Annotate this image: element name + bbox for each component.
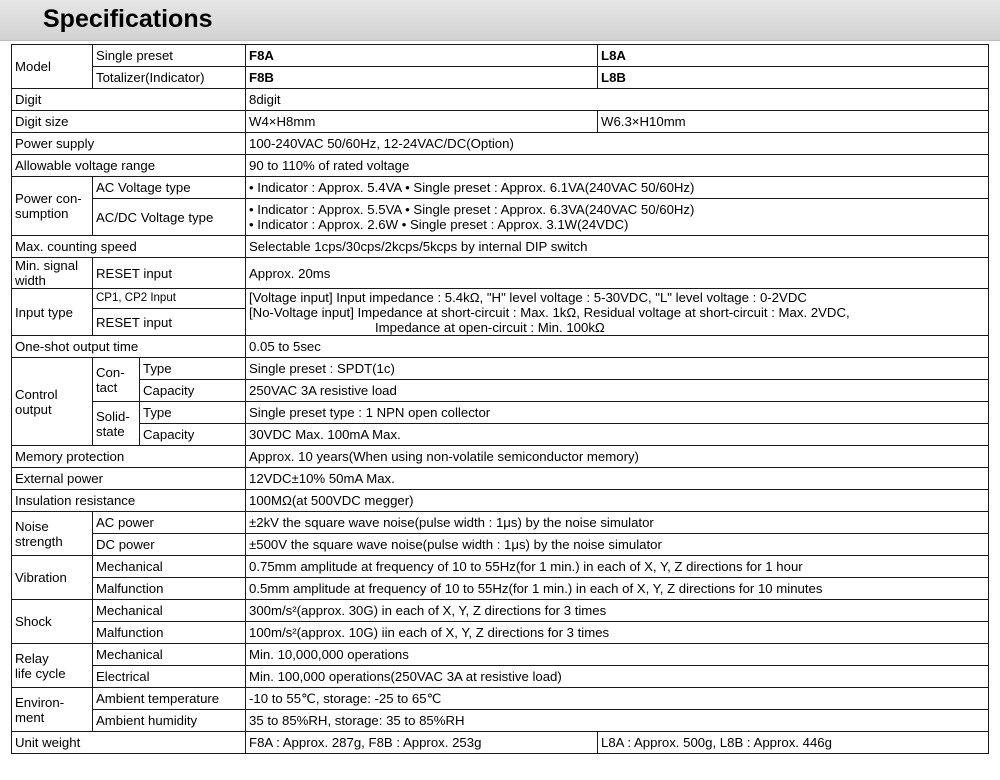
row-label-power-consumption: [12, 177, 93, 236]
sub-label-cp-input: CP1, CP2 Input: [93, 289, 246, 309]
shock-mechanical-value: 300m/s²(approx. 30G) in each of X, Y, Z directions for 3 times: [246, 600, 989, 622]
table-row: [12, 534, 989, 556]
sub-label-single-preset: Single preset: [93, 45, 246, 67]
row-label-vibration: Vibration: [12, 556, 93, 600]
power-consumption-label-line1: Power con-: [15, 191, 82, 206]
row-label-noise-strength: [12, 512, 93, 556]
sub-label-relay-mechanical: Mechanical: [93, 644, 246, 666]
table-row: [12, 199, 989, 236]
contact-type-label: Type: [140, 358, 246, 380]
shock-malfunction-value: 100m/s²(approx. 10G) iin each of X, Y, Z directions for 3 times: [246, 622, 989, 644]
row-label-environment: [12, 688, 93, 732]
power-supply-value: 100-240VAC 50/60Hz, 12-24VAC/DC(Option): [246, 133, 989, 155]
noise-ac-value: ±2kV the square wave noise(pulse width : 1μs) by the noise simulator: [246, 512, 989, 534]
table-row: [12, 380, 989, 402]
contact-capacity-value: 250VAC 3A resistive load: [246, 380, 989, 402]
table-row: [12, 289, 989, 309]
sub-label-vibration-malfunction: Malfunction: [93, 578, 246, 600]
sub-label-totalizer: Totalizer(Indicator): [93, 67, 246, 89]
noise-dc-value: ±500V the square wave noise(pulse width : 1μs) by the noise simulator: [246, 534, 989, 556]
table-row: [12, 556, 989, 578]
memory-protection-value: Approx. 10 years(When using non-volatile semiconductor memory): [246, 446, 989, 468]
table-row: [12, 236, 989, 258]
table-row: [12, 732, 989, 754]
unit-weight-l: L8A : Approx. 500g, L8B : Approx. 446g: [598, 732, 989, 754]
relay-mechanical-value: Min. 10,000,000 operations: [246, 644, 989, 666]
table-row: [12, 133, 989, 155]
row-label-relay-life: [12, 644, 93, 688]
solid-label-line1: Solid-: [96, 408, 130, 424]
row-label-allowable-voltage: Allowable voltage range: [12, 155, 246, 177]
digit-size-l: W6.3×H10mm: [598, 111, 989, 133]
acdc-line2: • Indicator : Approx. 2.6W • Single preset : Approx. 3.1W(24VDC): [249, 217, 629, 232]
relay-label-line1: Relay: [15, 650, 49, 666]
noise-label-line1: Noise: [15, 518, 49, 534]
one-shot-value: 0.05 to 5sec: [246, 336, 989, 358]
relay-label-line2: life cycle: [15, 665, 66, 681]
row-label-shock: Shock: [12, 600, 93, 644]
unit-weight-f: F8A : Approx. 287g, F8B : Approx. 253g: [246, 732, 598, 754]
min-signal-label-line1: Min. signal: [15, 258, 79, 273]
row-label-unit-weight: Unit weight: [12, 732, 246, 754]
row-label-one-shot: One-shot output time: [12, 336, 246, 358]
row-label-external-power: External power: [12, 468, 246, 490]
table-row: [12, 578, 989, 600]
row-label-digit: Digit: [12, 89, 246, 111]
row-label-insulation: Insulation resistance: [12, 490, 246, 512]
environment-label-line2: ment: [15, 709, 45, 725]
control-output-label-line1: Control: [15, 386, 58, 402]
sub-label-dc-power: DC power: [93, 534, 246, 556]
power-consumption-ac-value: • Indicator : Approx. 5.4VA • Single preset : Approx. 6.1VA(240VAC 50/60Hz): [246, 177, 989, 199]
sub-label-ac-power: AC power: [93, 512, 246, 534]
sub-label-reset-input-2: RESET input: [93, 309, 246, 336]
table-row: [12, 45, 989, 67]
sub-label-solid-state: [93, 402, 140, 446]
ambient-temperature-value: -10 to 55℃, storage: -25 to 65℃: [246, 688, 989, 710]
environment-label-line1: Environ-: [15, 694, 65, 710]
contact-capacity-label: Capacity: [140, 380, 246, 402]
table-row: [12, 446, 989, 468]
input-type-line3: [249, 320, 985, 335]
row-label-max-counting-speed: Max. counting speed: [12, 236, 246, 258]
relay-electrical-value: Min. 100,000 operations(250VAC 3A at resistive load): [246, 666, 989, 688]
digit-value: 8digit: [246, 89, 989, 111]
solid-type-label: Type: [140, 402, 246, 424]
model-l-totalizer: L8B: [598, 67, 989, 89]
table-row: [12, 710, 989, 732]
control-output-label-line2: output: [15, 401, 52, 417]
page-title: Specifications: [43, 5, 213, 33]
power-consumption-acdc-value: [246, 199, 989, 236]
contact-label-line2: tact: [96, 379, 118, 395]
model-l-single: L8A: [598, 45, 989, 67]
min-signal-width-value: Approx. 20ms: [246, 258, 989, 289]
sub-label-relay-electrical: Electrical: [93, 666, 246, 688]
row-label-digit-size: Digit size: [12, 111, 246, 133]
table-row: [12, 89, 989, 111]
min-signal-label-line2: width: [15, 273, 46, 288]
vibration-malfunction-value: 0.5mm amplitude at frequency of 10 to 55Hz(for 1 min.) in each of X, Y, Z directions for 10 minutes: [246, 578, 989, 600]
table-row: [12, 358, 989, 380]
ambient-humidity-value: 35 to 85%RH, storage: 35 to 85%RH: [246, 710, 989, 732]
sub-label-vibration-mechanical: Mechanical: [93, 556, 246, 578]
table-row: [12, 67, 989, 89]
contact-type-value: Single preset : SPDT(1c): [246, 358, 989, 380]
sub-label-reset-input: RESET input: [93, 258, 246, 289]
row-label-input-type: Input type: [12, 289, 93, 336]
solid-label-line2: state: [96, 423, 125, 439]
sub-label-contact: [93, 358, 140, 402]
table-row: [12, 258, 989, 289]
acdc-line1: • Indicator : Approx. 5.5VA • Single preset : Approx. 6.3VA(240VAC 50/60Hz): [249, 202, 695, 217]
table-row: [12, 688, 989, 710]
solid-capacity-value: 30VDC Max. 100mA Max.: [246, 424, 989, 446]
contact-label-line1: Con-: [96, 364, 125, 380]
row-label-min-signal-width: [12, 258, 93, 289]
table-row: [12, 402, 989, 424]
sub-label-shock-malfunction: Malfunction: [93, 622, 246, 644]
input-type-line1: [Voltage input] Input impedance : 5.4kΩ, "H" level voltage : 5-30VDC, "L" level voltage : 0-2VDC: [249, 289, 807, 305]
insulation-value: 100MΩ(at 500VDC megger): [246, 490, 989, 512]
external-power-value: 12VDC±10% 50mA Max.: [246, 468, 989, 490]
table-row: [12, 468, 989, 490]
table-row: [12, 490, 989, 512]
solid-capacity-label: Capacity: [140, 424, 246, 446]
input-type-value: [246, 289, 989, 336]
table-row: [12, 424, 989, 446]
table-row: [12, 600, 989, 622]
table-row: [12, 177, 989, 199]
input-type-line3-text: Impedance at open-circuit : Min. 100kΩ: [375, 319, 605, 335]
sub-label-ambient-temperature: Ambient temperature: [93, 688, 246, 710]
input-type-line2: [No-Voltage input] Impedance at short-circuit : Max. 1kΩ, Residual voltage at short-circuit : Max. 2VDC,: [249, 304, 850, 320]
allowable-voltage-value: 90 to 110% of rated voltage: [246, 155, 989, 177]
digit-size-f: W4×H8mm: [246, 111, 598, 133]
table-row: [12, 336, 989, 358]
table-row: [12, 512, 989, 534]
row-label-memory-protection: Memory protection: [12, 446, 246, 468]
vibration-mechanical-value: 0.75mm amplitude at frequency of 10 to 55Hz(for 1 min.) in each of X, Y, Z directions for 1 hour: [246, 556, 989, 578]
noise-label-line2: strength: [15, 533, 63, 549]
table-row: [12, 111, 989, 133]
title-bar: [0, 0, 1000, 41]
row-label-control-output: [12, 358, 93, 446]
sub-label-shock-mechanical: Mechanical: [93, 600, 246, 622]
table-row: [12, 644, 989, 666]
table-row: [12, 666, 989, 688]
specifications-table: [11, 44, 989, 754]
sub-label-ambient-humidity: Ambient humidity: [93, 710, 246, 732]
power-consumption-label-line2: sumption: [15, 206, 69, 221]
solid-type-value: Single preset type : 1 NPN open collector: [246, 402, 989, 424]
max-counting-speed-value: Selectable 1cps/30cps/2kcps/5kcps by internal DIP switch: [246, 236, 989, 258]
sub-label-ac-voltage: AC Voltage type: [93, 177, 246, 199]
model-f-totalizer: F8B: [246, 67, 598, 89]
row-label-power-supply: Power supply: [12, 133, 246, 155]
sub-label-acdc-voltage: AC/DC Voltage type: [93, 199, 246, 236]
row-label-model: Model: [12, 45, 93, 89]
table-row: [12, 155, 989, 177]
table-row: [12, 622, 989, 644]
model-f-single: F8A: [246, 45, 598, 67]
